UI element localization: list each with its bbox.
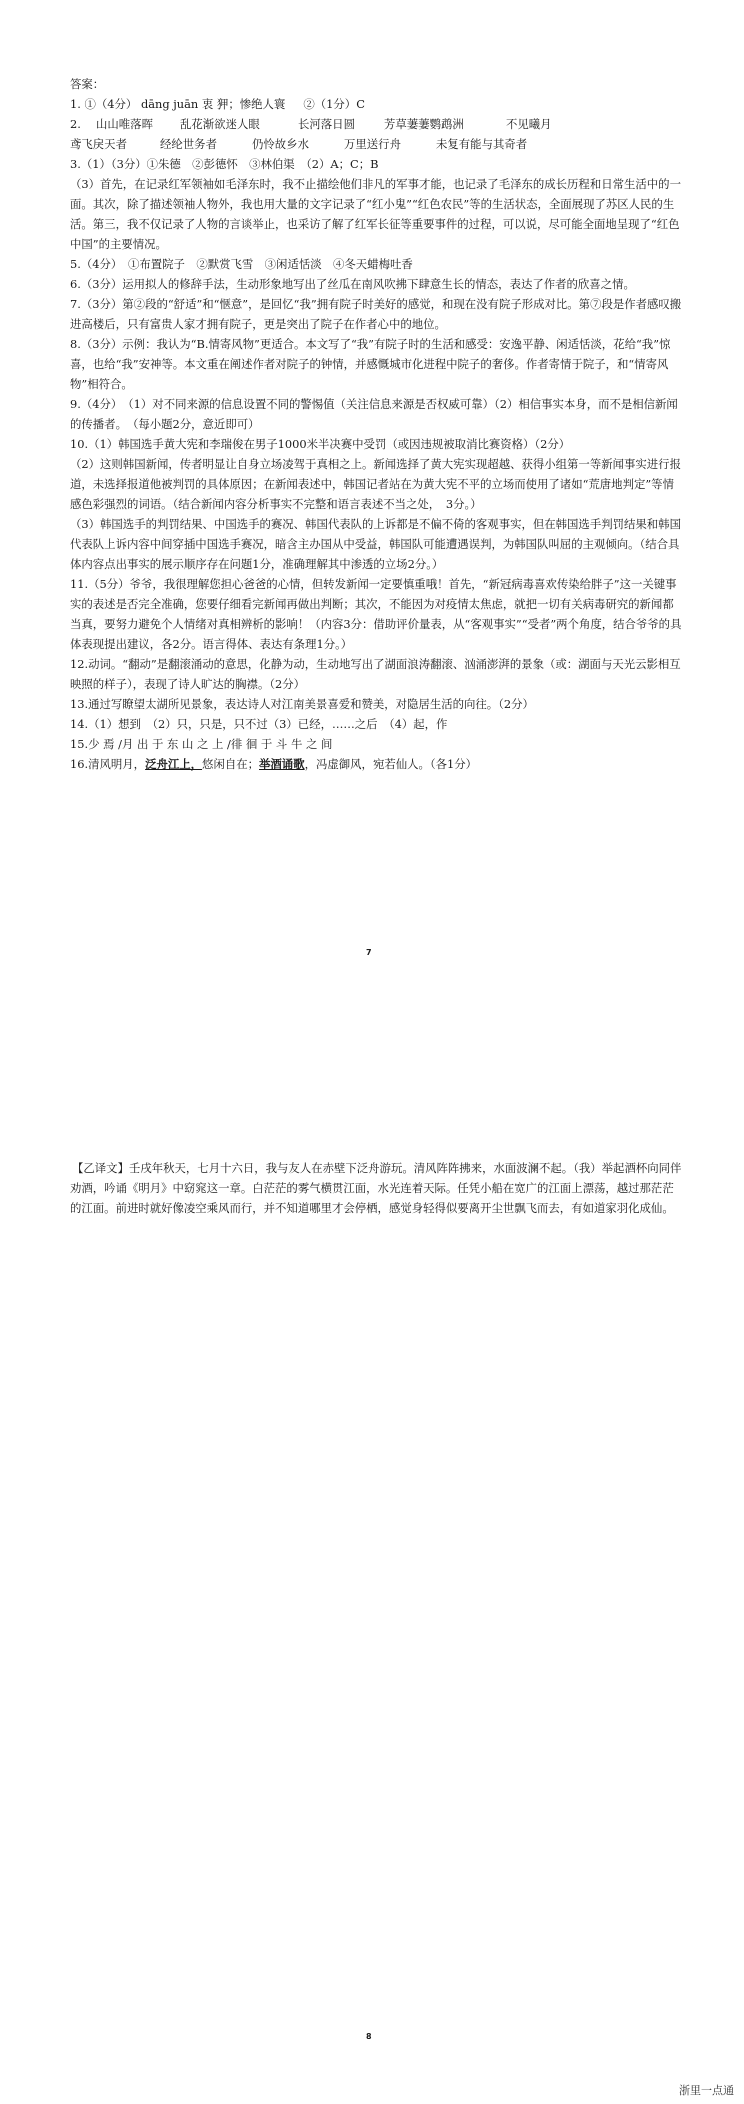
answer-q9: 9.（4分） （1）对不同来源的信息设置不同的警惕值（关注信息来源是否权威可靠）（2）相信事实本身，而不是相信新闻的传播者。 （每小题2分，意近即可） <box>70 397 678 431</box>
answer-q11: 11.（5分）爷爷，我很理解您担心爸爸的心情，但转发新闻一定要慎重哦！首先，“新冠病毒喜欢传染给胖子”这一关键事实的表述是否完全准确，您要仔细看完新闻再做出判断；其次，不能因为对疫情太焦虑，就把一切有关病毒研究的新闻都当真，要努力避免个人情绪对真相辨析的影响！（内容3分：借助评价量表，从“客观事实”“受者”两个角度，结合爷爷的具体表现提出建议，各2分。语言得体、表达有条理1分。） <box>70 577 682 651</box>
answer-page <box>0 0 744 1000</box>
answer-q14: 14.（1）想到 （2）只，只是，只不过（3）已经，……之后 （4）起，作 <box>70 717 448 731</box>
answer-q3-part3: （3）首先，在记录红军领袖如毛泽东时，我不止描绘他们非凡的军事才能，也记录了毛泽东的成长历程和日常生活中的一面。其次，除了描述领袖人物外，我也用大量的文字记录了“红小鬼”“红色农民”等的生活状态，全面展现了苏区人民的生活。第三，我不仅记录了人物的言谈举止，也采访了解了红军长征等重要事件的过程，可以说，尽可能全面地呈现了“红色中国”的主要情况。 <box>70 177 681 251</box>
underlined-answer-1: 泛舟江上， <box>145 757 203 771</box>
answer-q16: 16.清风明月，泛舟江上，悠闲自在；举酒诵歌，冯虚御风，宛若仙人。（各1分） <box>70 757 478 771</box>
answer-q3: 3.（1）（3分）①朱德 ②彭德怀 ③林伯渠 （2）A；C；B <box>70 157 379 171</box>
answer-content <box>70 74 682 774</box>
answer-q10: 10.（1）韩国选手黄大宪和李瑞俊在男子1000米半决赛中受罚（或因违规被取消比赛资格）（2分） <box>70 437 571 451</box>
answer-q5: 5.（4分） ①布置院子 ②默赏飞雪 ③闲适恬淡 ④冬天蜡梅吐香 <box>70 257 413 271</box>
answer-q10-part2: （2）这则韩国新闻，传者明显让自身立场凌驾于真相之上。新闻选择了黄大宪实现超越、获得小组第一等新闻事实进行报道，未选择报道他被判罚的具体原因；在新闻表述中，韩国记者站在为黄大宪不平的立场而使用了诸如“荒唐地判定”等情感色彩强烈的词语。（结合新闻内容分析事实不完整和语言表述不当之处， 3分。） <box>70 457 681 511</box>
answer-q1: 1. ①（4分） dāng juān 衷 狎；惨绝人寰 ②（1分）C <box>70 97 365 111</box>
underlined-answer-2: 举酒诵歌 <box>259 757 305 771</box>
answer-q15: 15.少 焉 /月 出 于 东 山 之 上 /徘 徊 于 斗 牛 之 间 <box>70 737 333 751</box>
answer-q2-row1: 2. 山山唯落晖 乱花渐欲迷人眼 长河落日圆 芳草萋萋鹦鹉洲 不见曦月 <box>70 117 552 131</box>
page-number: 7 <box>366 948 372 957</box>
answer-q12: 12.动词。“翻动”是翻滚涌动的意思，化静为动，生动地写出了湖面浪涛翻滚、汹涌澎湃的景象（或：湖面与天光云影相互映照的样子），表现了诗人旷达的胸襟。（2分） <box>70 657 681 691</box>
answer-q8: 8.（3分）示例：我认为“B.情寄风物”更适合。本文写了“我”有院子时的生活和感受：安逸平静、闲适恬淡，花给“我”惊喜，也给“我”安神等。本文重在阐述作者对院子的钟情，并感慨城市化进程中院子的奢侈。作者寄情于院子，和“情寄风物”相符合。 <box>70 337 671 391</box>
translation-page <box>0 1000 744 2104</box>
page-number: 8 <box>366 2032 372 2041</box>
answer-q7: 7.（3分）第②段的“舒适”和“惬意”，是回忆“我”拥有院子时美好的感觉，和现在没有院子形成对比。第⑦段是作者感叹搬进高楼后，只有富贵人家才拥有院子，更是突出了院子在作者心中的地位。 <box>70 297 682 331</box>
answer-q13: 13.通过写瞭望太湖所见景象，表达诗人对江南美景喜爱和赞美，对隐居生活的向往。（2分） <box>70 697 534 711</box>
answer-q2-row2: 鸢飞戾天者 经纶世务者 仍怜故乡水 万里送行舟 未复有能与其奇者 <box>70 137 528 151</box>
source-watermark: 浙里一点通 <box>679 2084 734 2097</box>
answer-q10-part3: （3）韩国选手的判罚结果、中国选手的赛况、韩国代表队的上诉都是不偏不倚的客观事实，但在韩国选手判罚结果和韩国代表队上诉内容中间穿插中国选手赛况，暗含主办国从中受益，韩国队可能遭遇误判，为韩国队叫屈的主观倾向。（结合具体内容点出事实的展示顺序存在问题1分，准确理解其中渗透的立场2分。） <box>70 517 681 571</box>
answers-heading: 答案： <box>70 77 105 91</box>
translation-paragraph: 【乙译文】壬戌年秋天，七月十六日，我与友人在赤壁下泛舟游玩。清风阵阵拂来，水面波澜不起。（我）举起酒杯向同伴劝酒，吟诵《明月》中窈窕这一章。白茫茫的雾气横贯江面，水光连着天际。任凭小船在宽广的江面上漂荡，越过那茫茫的江面。前进时就好像凌空乘风而行，并不知道哪里才会停栖，感觉身轻得似要离开尘世飘飞而去，有如道家羽化成仙。 <box>70 1161 682 1216</box>
answer-q6: 6.（3分）运用拟人的修辞手法，生动形象地写出了丝瓜在南风吹拂下肆意生长的情态，表达了作者的欣喜之情。 <box>70 277 635 291</box>
